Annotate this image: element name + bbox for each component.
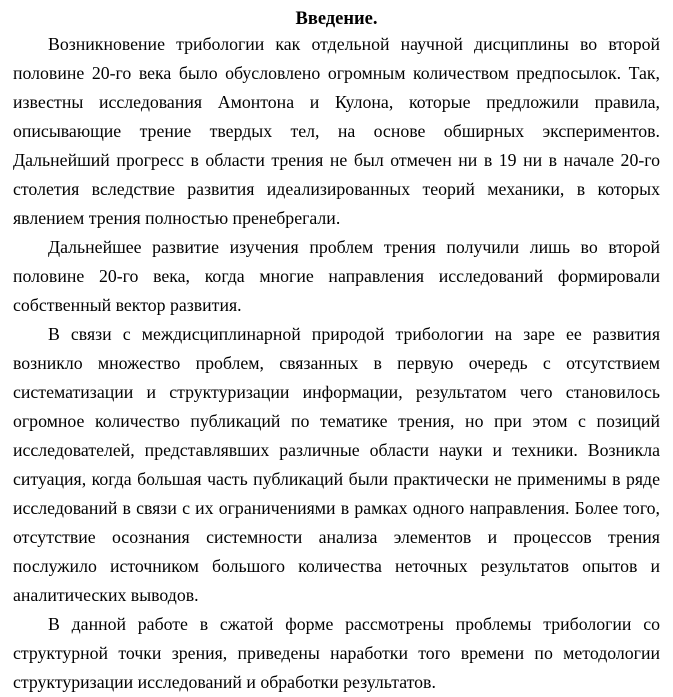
paragraph-4: В данной работе в сжатой форме рассмотрены проблемы трибологии со структурной точки зрения, приведены наработки того времени по методологии структуризации исследований и обработки результатов. xyxy=(13,614,660,692)
paragraph-2: Дальнейшее развитие изучения проблем трения получили лишь во второй половине 20-го века, когда многие направления исследований формировали собственный вектор развития. xyxy=(13,237,660,315)
document-title: Введение. xyxy=(295,9,378,29)
paragraph-1: Возникновение трибологии как отдельной научной дисциплины во второй половине 20-го века было обусловлено огромным количеством предпосылок. Так, известны исследования Амонтона и Кулона, которые предложили правила, описывающие трение твердых тел, на основе обширных экспериментов. Дальнейший прогресс в области трения не был отмечен ни в 19 ни в начале 20-го столетия вследствие развития идеализированных теорий механики, в которых явлением трения полностью пренебрегали. xyxy=(13,34,660,228)
paragraph-3: В связи с междисциплинарной природой трибологии на заре ее развития возникло множество проблем, связанных в первую очередь с отсутствием систематизации и структуризации информации, результатом чего становилось огромное количество публикаций по тематике трения, но при этом с позиций исследователей, представлявших различные области науки и техники. Возникла ситуация, когда большая часть публикаций были практически не применимы в ряде исследований в связи с их ограничениями в рамках одного направления. Более того, отсутствие осознания системности анализа элементов и процессов трения послужило источником большого количества неточных результатов опытов и аналитических выводов. xyxy=(13,324,660,605)
